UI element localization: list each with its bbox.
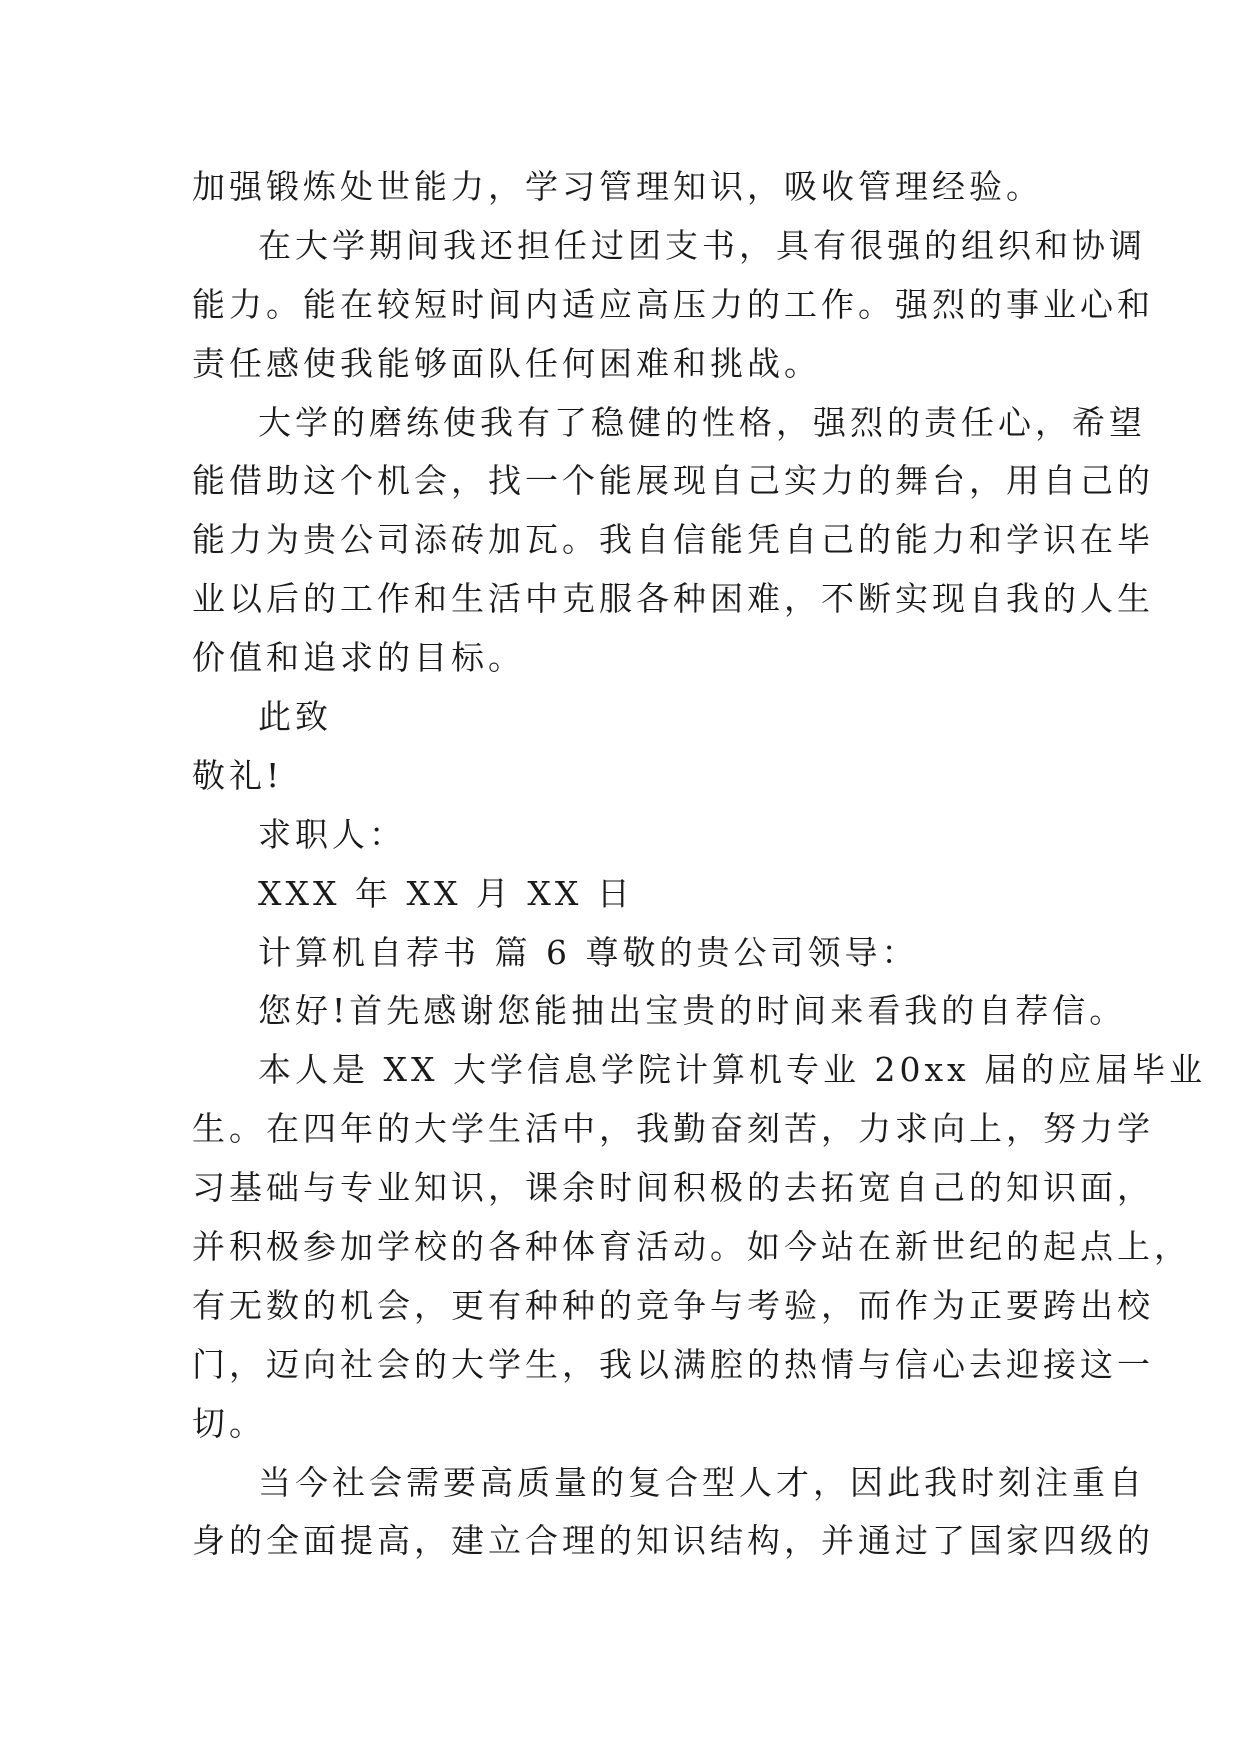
letter-body bbox=[192, 158, 1207, 1571]
text-line: 能力为贵公司添砖加瓦。我自信能凭自己的能力和学识在毕 bbox=[192, 520, 1154, 560]
text-line: 本人是 XX 大学信息学院计算机专业 20xx 届的应届毕业 bbox=[258, 1050, 1207, 1090]
text-line: 价值和追求的目标。 bbox=[192, 638, 525, 678]
text-line: 您好!首先感谢您能抽出宝贵的时间来看我的自荐信。 bbox=[258, 991, 1127, 1031]
text-line: 责任感使我能够面队任何困难和挑战。 bbox=[192, 343, 821, 383]
text-line: XXX 年 XX 月 XX 日 bbox=[258, 873, 634, 913]
text-line: 门，迈向社会的大学生，我以满腔的热情与信心去迎接这一 bbox=[192, 1344, 1154, 1384]
text-line: 加强锻炼处世能力，学习管理知识，吸收管理经验。 bbox=[192, 167, 1043, 206]
text-line: 能借助这个机会，找一个能展现自己实力的舞台，用自己的 bbox=[192, 461, 1154, 501]
text-line: 在大学期间我还担任过团支书，具有很强的组织和协调 bbox=[258, 225, 1146, 265]
text-line: 切。 bbox=[192, 1403, 266, 1443]
text-line: 并积极参加学校的各种体育活动。如今站在新世纪的起点上， bbox=[192, 1227, 1191, 1267]
text-line: 能力。能在较短时间内适应高压力的工作。强烈的事业心和 bbox=[192, 284, 1154, 324]
text-line: 当今社会需要高质量的复合型人才，因此我时刻注重自 bbox=[258, 1462, 1146, 1502]
text-line: 身的全面提高，建立合理的知识结构，并通过了国家四级的 bbox=[192, 1521, 1154, 1561]
text-line: 生。在四年的大学生活中，我勤奋刻苦，力求向上，努力学 bbox=[192, 1109, 1154, 1149]
text-line: 此致 bbox=[258, 697, 332, 737]
text-line: 业以后的工作和生活中克服各种困难，不断实现自我的人生 bbox=[192, 579, 1154, 619]
text-line: 习基础与专业知识，课余时间积极的去拓宽自己的知识面， bbox=[192, 1168, 1154, 1208]
text-line: 求职人： bbox=[258, 814, 406, 854]
text-line: 有无数的机会，更有种种的竞争与考验，而作为正要跨出校 bbox=[192, 1285, 1154, 1325]
text-line: 大学的磨练使我有了稳健的性格，强烈的责任心，希望 bbox=[258, 402, 1146, 442]
text-line: 计算机自荐书 篇 6 尊敬的贵公司领导： bbox=[258, 932, 919, 972]
text-line: 敬礼! bbox=[192, 755, 284, 795]
